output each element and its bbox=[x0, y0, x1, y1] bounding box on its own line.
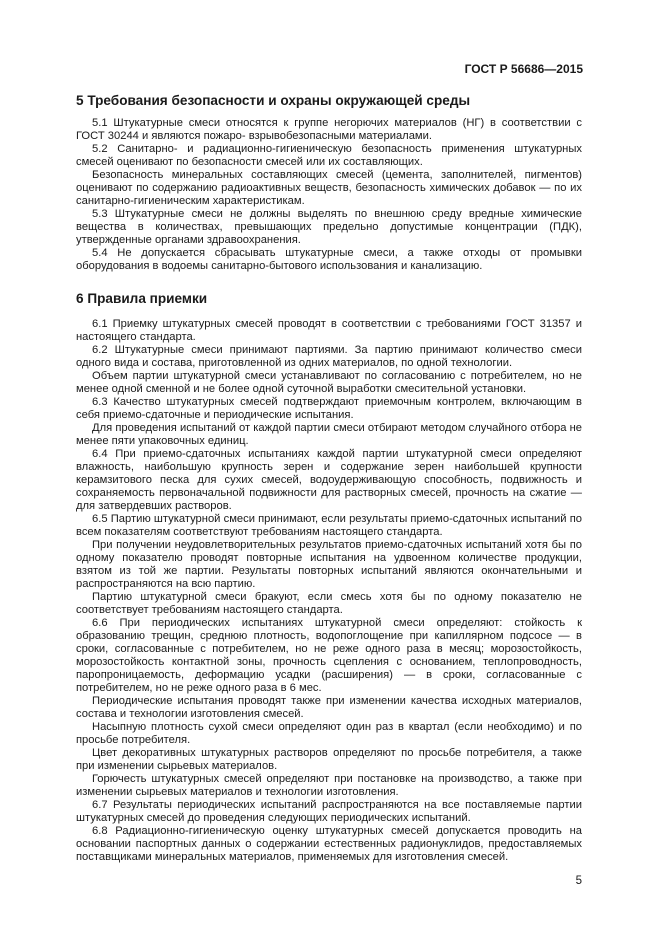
section-6-body bbox=[76, 318, 582, 864]
content-area bbox=[76, 90, 582, 864]
paragraph-6-5-c: Партию штукатурной смеси бракуют, если смесь хотя бы по одному показателю не соответствует требованиям настоящего стандарта. bbox=[76, 591, 582, 616]
section-6-heading: 6 Правила приемки bbox=[76, 291, 208, 306]
paragraph-5-4: 5.4 Не допускается сбрасывать штукатурные смеси, а также отходы от промывки оборудования в водоемы санитарно-бытового использования и канализацию. bbox=[76, 247, 582, 272]
paragraph-6-1: 6.1 Приемку штукатурных смесей проводят в соответствии с требованиями ГОСТ 31357 и настоящего стандарта. bbox=[76, 318, 582, 343]
paragraph-6-4: 6.4 При приемо-сдаточных испытаниях каждой партии штукатурной смеси определяют влажность, наибольшую крупность зерен и содержание зерен наибольшей крупности керамзитового песка для сухих смесей, водоудерживающую способность, подвижность и сохраняемость первоначальной подвижности для растворных смесей, прочность на сжатие — для затвердевших растворов. bbox=[76, 448, 582, 512]
paragraph-6-2: 6.2 Штукатурные смеси принимают партиями. За партию принимают количество смеси одного вида и состава, приготовленной из одних материалов, по одной технологии. bbox=[76, 344, 582, 369]
paragraph-6-6-b: Периодические испытания проводят также при изменении качества исходных материалов, состава и технологии изготовления смесей. bbox=[76, 695, 582, 720]
paragraph-5-3: 5.3 Штукатурные смеси не должны выделять по внешнюю среду вредные химические вещества в количествах, превышающих предельно допустимые концентрации (ПДК), утвержденные органами здравоохранения. bbox=[76, 208, 582, 246]
paragraph-6-6-c: Насыпную плотность сухой смеси определяют один раз в квартал (если необходимо) и по просьбе потребителя. bbox=[76, 721, 582, 746]
paragraph-6-6: 6.6 При периодических испытаниях штукатурной смеси определяют: стойкость к образованию трещин, среднюю плотность, водопоглощение при капиллярном подсосе — в сроки, согласованные с потребителем, но не реже одного раза в месяц; морозостойкость, морозостойкость контактной зоны, прочность сцепления с основанием, теплопроводность, паропроницаемость, деформацию усадки (расширения) — в сроки, согласованные с потребителем, но не реже одного раза в 6 мес. bbox=[76, 617, 582, 694]
section-5-heading: 5 Требования безопасности и охраны окружающей среды bbox=[76, 93, 471, 108]
paragraph-6-3: 6.3 Качество штукатурных смесей подтверждают приемочным контролем, включающим в себя приемо-сдаточные и периодические испытания. bbox=[76, 396, 582, 421]
paragraph-6-6-d: Цвет декоративных штукатурных растворов определяют по просьбе потребителя, а также при изменении сырьевых материалов. bbox=[76, 747, 582, 772]
page-number: 5 bbox=[575, 875, 582, 887]
paragraph-5-2: 5.2 Санитарно- и радиационно-гигиеническую безопасность применения штукатурных смесей оценивают по безопасности смесей или их составляющих. bbox=[76, 143, 582, 168]
document-code: ГОСТ Р 56686—2015 bbox=[464, 62, 583, 76]
paragraph-6-2-b: Объем партии штукатурной смеси устанавливают по согласованию с потребителем, но не менее одной сменной и не более одной суточной выработки смесительной установки. bbox=[76, 370, 582, 395]
paragraph-6-7: 6.7 Результаты периодических испытаний распространяются на все поставляемые партии штукатурных смесей до проведения следующих периодических испытаний. bbox=[76, 799, 582, 824]
paragraph-5-1: 5.1 Штукатурные смеси относятся к группе негорючих материалов (НГ) в соответствии с ГОСТ 30244 и являются пожаро- взрывобезопасными материалами. bbox=[76, 117, 582, 142]
section-5-body bbox=[76, 117, 582, 273]
paragraph-6-6-e: Горючесть штукатурных смесей определяют при постановке на производство, а также при изменении сырьевых материалов и технологии изготовления. bbox=[76, 773, 582, 798]
paragraph-6-5: 6.5 Партию штукатурной смеси принимают, если результаты приемо-сдаточных испытаний по всем показателям соответствуют требованиям настоящего стандарта. bbox=[76, 513, 582, 538]
paragraph-6-5-b: При получении неудовлетворительных результатов приемо-сдаточных испытаний хотя бы по одному показателю проводят повторные испытания на удвоенном количестве продукции, взятом из той же партии. Результаты повторных испытаний являются окончательными и распространяются на всю партию. bbox=[76, 539, 582, 590]
paragraph-6-8: 6.8 Радиационно-гигиеническую оценку штукатурных смесей допускается проводить на основании паспортных данных о содержании естественных радионуклидов, предоставляемых поставщиками минеральных материалов, применяемых для изготовления смесей. bbox=[76, 825, 582, 863]
paragraph-6-3-b: Для проведения испытаний от каждой партии смеси отбирают методом случайного отбора не менее пяти упаковочных единиц. bbox=[76, 422, 582, 447]
paragraph-5-2-b: Безопасность минеральных составляющих смесей (цемента, заполнителей, пигментов) оценивают по содержанию радиоактивных веществ, безопасность химических добавок — по их санитарно-гигиеническим характеристикам. bbox=[76, 169, 582, 207]
